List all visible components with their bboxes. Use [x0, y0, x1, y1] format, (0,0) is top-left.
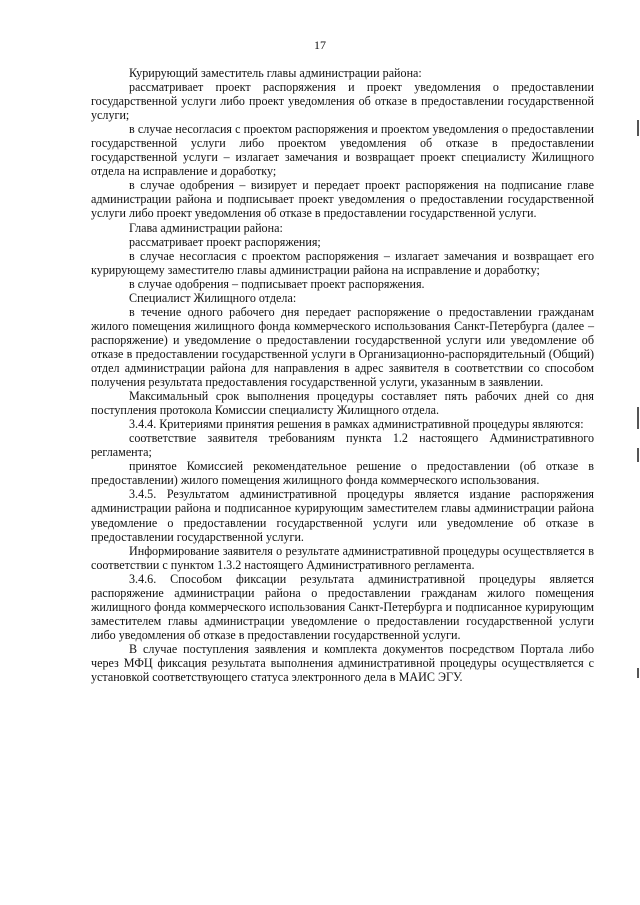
paragraph-section-3-4-6: 3.4.6. Способом фиксации результата административной процедуры является распоряжение администрации района о предоставлении гражданам жилого помещения жилищного фонда коммерческого использования Санкт-Петербурга и подписанное курирующим заместителем главы администрации уведомление о предоставлении государственной услуги либо уведомления об отказе в предоставлении государственной услуги.	[91, 571, 594, 642]
paragraph: соответствие заявителя требованиям пункта 1.2 настоящего Административного регламента;	[91, 431, 594, 460]
paragraph: в случае одобрения – подписывает проект распоряжения.	[129, 276, 425, 291]
scan-edge-mark	[637, 120, 639, 136]
paragraph: рассматривает проект распоряжения и проект уведомления о предоставлении государственной услуги либо проект уведомления об отказе в предоставлении государственной услуги;	[91, 80, 594, 123]
paragraph-supervisor-heading: Курирующий заместитель главы администрации района:	[129, 66, 422, 80]
scan-edge-mark	[637, 448, 639, 462]
paragraph: Максимальный срок выполнения процедуры составляет пять рабочих дней со дня поступления протокола Комиссии специалисту Жилищного отдела.	[91, 389, 594, 418]
scan-edge-mark	[637, 407, 639, 429]
paragraph-head-heading: Глава администрации района:	[129, 220, 283, 235]
paragraph: принятое Комиссией рекомендательное решение о предоставлении (об отказе в предоставлении) жилого помещения жилищного фонда коммерческого использования.	[91, 459, 594, 488]
scan-edge-mark	[637, 668, 639, 678]
paragraph: Информирование заявителя о результате административной процедуры осуществляется в соответствии с пунктом 1.3.2 настоящего Административного регламента.	[91, 543, 594, 572]
paragraph: рассматривает проект распоряжения;	[129, 234, 321, 249]
paragraph-specialist-heading: Специалист Жилищного отдела:	[129, 290, 297, 305]
paragraph: в случае несогласия с проектом распоряжения и проектом уведомления о предоставлении государственной услуги либо проектом уведомления об отказе в предоставлении государственной услуги – излагает замечания и возвращает проект специалисту Жилищного отдела на исправление и доработку;	[91, 122, 594, 179]
paragraph: в случае одобрения – визирует и передает проект распоряжения на подписание главе администрации района и подписывает проект уведомления о предоставлении государственной услуги либо проект уведомления об отказе в предоставлении государственной услуги.	[91, 178, 594, 221]
paragraph: в течение одного рабочего дня передает распоряжение о предоставлении гражданам жилого помещения жилищного фонда коммерческого использования Санкт-Петербурга (далее – распоряжение) и уведомление о предоставлении государственной услуги или уведомление об отказе в предоставлении государственной услуги в Организационно-распорядительный (Общий) отдел администрации района для направления в адрес заявителя в соответствии со способом получения результата предоставления государственной услуги, указанным в заявлении.	[91, 304, 594, 390]
document-body	[91, 66, 594, 684]
paragraph: В случае поступления заявления и комплекта документов посредством Портала либо через МФЦ фиксация результата выполнения административной процедуры осуществляется с установкой соответствующего статуса электронного дела в МАИС ЭГУ.	[91, 641, 594, 685]
page-number: 17	[314, 38, 326, 52]
paragraph: в случае несогласия с проектом распоряжения – излагает замечания и возвращает его курирующему заместителю главы администрации района на исправление и доработку;	[91, 248, 594, 277]
paragraph-section-3-4-5: 3.4.5. Результатом административной процедуры является издание распоряжения администрации района и подписанное курирующим заместителем главы администрации района уведомление о предоставлении государственной услуги или уведомление об отказе в предоставлении государственной услуги.	[91, 487, 594, 544]
paragraph-section-3-4-4: 3.4.4. Критериями принятия решения в рамках административной процедуры являются:	[129, 417, 584, 432]
